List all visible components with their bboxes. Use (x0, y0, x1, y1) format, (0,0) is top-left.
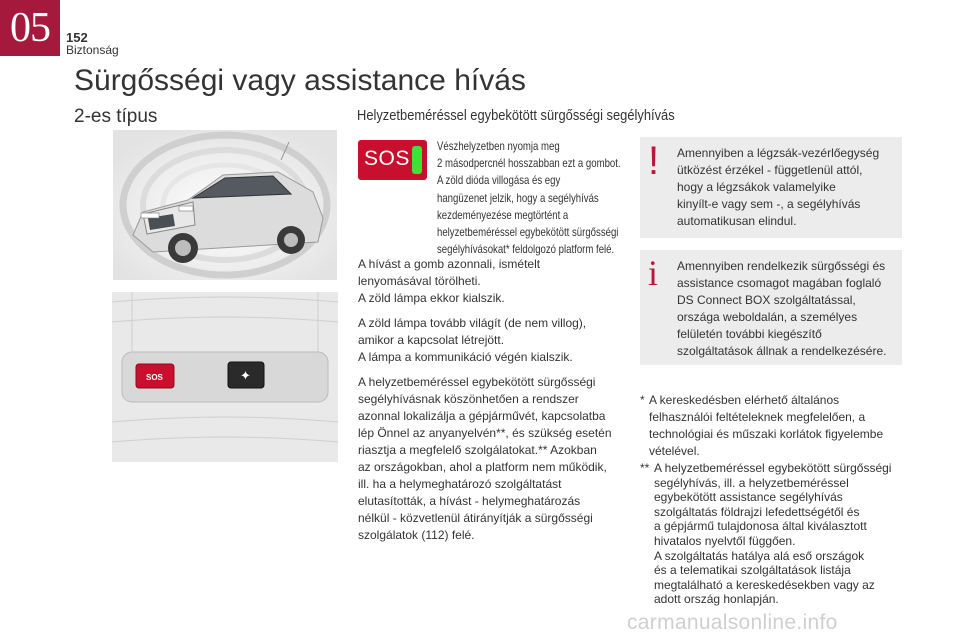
watermark: carmanualsonline.info (627, 611, 838, 634)
sos-desc-line: A zöld dióda villogása és egy (437, 173, 561, 188)
sos-button-icon (358, 140, 427, 180)
text-line: azonnal lokalizálja a gépjárművét, kapcsolatba (358, 409, 606, 423)
text-line: nélkül - közvetlenül átirányítják a sürgősségi (358, 511, 593, 525)
exclamation-icon: ! (648, 139, 660, 183)
text-line: felhasználói feltételeknek megfelelően, a (649, 410, 866, 424)
sos-desc-line: hangüzenet jelzik, hogy a segélyhívás (437, 190, 599, 205)
subtitle: 2-es típus (74, 106, 158, 127)
text-line: felületén további kiegészítő (677, 327, 822, 341)
text-line: A hívást a gomb azonnali, ismételt (358, 257, 541, 271)
text-line: egybekötött assistance segélyhívás (654, 490, 843, 505)
footnote-1 (640, 392, 883, 460)
text-line: lenyomásával törölheti. (358, 274, 481, 288)
text-line: A helyzetbeméréssel egybekötött sürgősségi (358, 375, 596, 389)
text-line: ütközést érzékel - függetlenül attól, (677, 163, 863, 177)
text-line: kinyílt-e vagy sem -, a segélyhívás (677, 197, 861, 211)
text-line: Amennyiben rendelkezik sürgősségi és (677, 259, 886, 273)
text-line: szolgáltatások állnak a rendelkezésére. (677, 344, 887, 358)
sos-desc-line: helyzetbeméréssel egybekötött sürgősségi (437, 225, 619, 240)
text-line: vételével. (649, 444, 700, 458)
text-line: ill. ha a helymeghatározó szolgáltatást (358, 477, 562, 491)
paragraph-localization (358, 374, 613, 544)
text-line: A helyzetbeméréssel egybekötött sürgősségi (654, 461, 892, 475)
text-line: szolgálatok (112) felé. (358, 528, 475, 542)
page-title: Sürgősségi vagy assistance hívás (74, 64, 526, 97)
info-text (677, 258, 886, 360)
console-illustration (112, 292, 338, 462)
text-line: hivatalos nyelvtől függően. (654, 533, 796, 548)
console-sos-label: SOS (146, 373, 163, 382)
text-line: A zöld lámpa tovább világít (de nem villog), (358, 316, 587, 330)
footnote-marker: * (640, 393, 645, 407)
console-assist-icon: ✦ (240, 368, 251, 383)
text-line: riasztja a megfelelő szolgálatokat.** Azokban (358, 443, 597, 457)
text-line: Amennyiben a légzsák-vezérlőegység (677, 146, 880, 160)
sos-desc-line: kezdeményezése megtörtént a (437, 207, 569, 222)
text-line: az országokban, ahol a platform nem működik, (358, 460, 607, 474)
paragraph-cancel (358, 256, 613, 307)
text-line: segélyhívás, ill. a helyzetbeméréssel (654, 475, 849, 490)
text-line: megtalálható a kereskedésekben vagy az (654, 577, 875, 592)
green-led-icon (412, 146, 422, 174)
text-line: adott ország honlapján. (654, 592, 779, 607)
text-line: A kereskedésben elérhető általános (649, 393, 840, 407)
text-line: automatikusan elindul. (677, 214, 797, 228)
section-name: Biztonság (66, 43, 119, 57)
text-line: DS Connect BOX szolgáltatással, (677, 293, 856, 307)
footnote-marker: ** (640, 461, 650, 475)
section-heading: Helyzetbeméréssel egybekötött sürgősségi segélyhívás (357, 107, 675, 124)
sos-desc-line: segélyhívásokat* feldolgozó platform felé. (437, 242, 615, 257)
text-line: amikor a kapcsolat létrejött. (358, 333, 505, 347)
car-drawing (113, 130, 337, 280)
sos-label: SOS (364, 147, 410, 170)
car-illustration (113, 130, 337, 280)
warning-text (677, 145, 879, 230)
warning-box (640, 137, 902, 238)
text-line: A lámpa a kommunikáció végén kialszik. (358, 350, 573, 364)
text-line: a gépjármű tulajdonosa által kiválasztott (654, 519, 867, 534)
chapter-tab: 05 (0, 0, 60, 56)
text-line: assistance csomagot magában foglaló (677, 276, 882, 290)
text-line: A szolgáltatás hatálya alá eső országok (654, 548, 865, 563)
sos-desc-line: Vészhelyzetben nyomja meg (437, 139, 560, 153)
footnote-2 (640, 461, 891, 607)
info-box (640, 250, 902, 365)
page-number: 152 (66, 30, 88, 45)
info-icon: i (648, 253, 659, 293)
text-line: elutasították, a hívást - helymeghatározás (358, 494, 581, 508)
text-line: A zöld lámpa ekkor kialszik. (358, 291, 505, 305)
sos-description (437, 138, 621, 258)
sos-desc-line: 2 másodpercnél hosszabban ezt a gombot. (437, 156, 621, 171)
text-line: lép Önnel az anyanyelvén**, és szükség esetén (358, 426, 612, 440)
paragraph-connection (358, 315, 613, 366)
text-line: segélyhívásnak köszönhetően a rendszer (358, 392, 579, 406)
text-line: hogy a légzsákok valamelyike (677, 180, 836, 194)
text-line: technológiai és műszaki korlátok figyelembe (649, 427, 884, 441)
text-line: szolgáltatás földrajzi lefedettségétől és (654, 504, 860, 519)
text-line: országa weboldalán, a személyes (677, 310, 858, 324)
text-line: és a telematikai szolgáltatások listája (654, 563, 851, 578)
